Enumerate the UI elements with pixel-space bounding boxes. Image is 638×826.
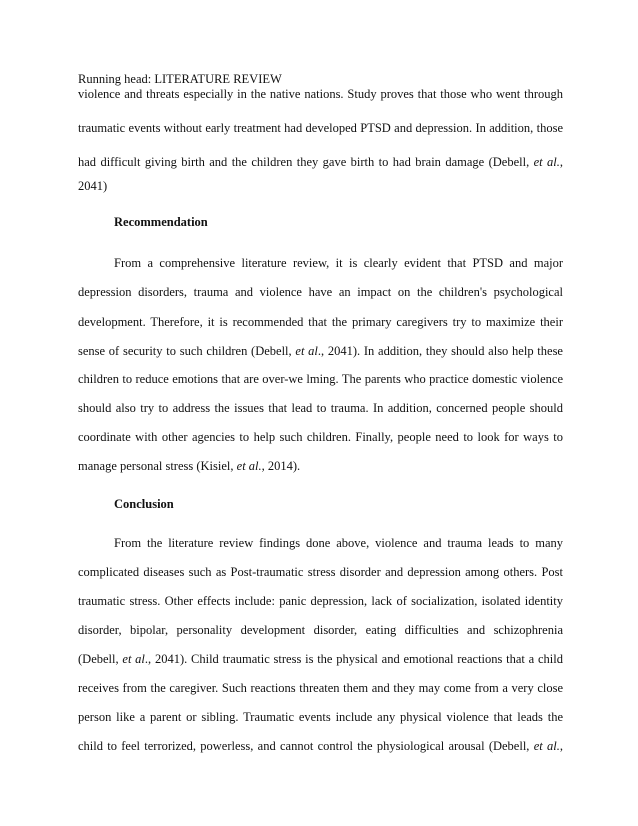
text-span: , (559, 155, 564, 169)
paragraph-line: traumatic stress. Other effects include: panic depression, lack of socialization, isolated identity (78, 594, 563, 608)
italic-citation: et al. (533, 155, 560, 169)
text-span: ., 2041). In addition, they should also help these (317, 344, 563, 358)
italic-citation: et al. (533, 739, 560, 753)
paragraph-line: traumatic events without early treatment had developed PTSD and depression. In addition, those (78, 121, 563, 135)
paragraph-line: 2041) (78, 179, 108, 193)
paragraph-line (78, 458, 563, 474)
text-span: had difficult giving birth and the children they gave birth to had brain damage (Debell, (78, 155, 530, 169)
paragraph-line: should also try to address the issues that lead to trauma. In addition, concerned people should (78, 401, 563, 415)
section-heading-recommendation: Recommendation (114, 215, 208, 229)
paragraph-line: coordinate with other agencies to help such children. Finally, people need to look for ways to (78, 430, 563, 444)
paragraph-line: children to reduce emotions that are over-we lming. The parents who practice domestic violence (78, 372, 563, 386)
paragraph-line (78, 343, 563, 359)
running-head: Running head: LITERATURE REVIEW (78, 72, 282, 86)
paragraph-line (78, 738, 563, 754)
paragraph-line: From the literature review findings done above, violence and trauma leads to many (114, 536, 563, 550)
paragraph-line: development. Therefore, it is recommended that the primary caregivers try to maximize their (78, 315, 563, 329)
italic-citation: et al (295, 344, 318, 358)
text-span: child to feel terrorized, powerless, and cannot control the physiological arousal (Debell, (78, 739, 530, 753)
paragraph-line: person like a parent or sibling. Traumatic events include any physical violence that leads the (78, 710, 563, 724)
text-span: , (559, 739, 563, 753)
paragraph-line (78, 154, 563, 170)
paragraph-line: From a comprehensive literature review, it is clearly evident that PTSD and major (114, 256, 563, 270)
paragraph-line (78, 651, 563, 667)
paragraph-line: complicated diseases such as Post-traumatic stress disorder and depression among others. Post (78, 565, 563, 579)
paragraph-line: violence and threats especially in the native nations. Study proves that those who went through (78, 87, 563, 101)
text-span: ., 2041). Child traumatic stress is the physical and emotional reactions that a child (144, 652, 563, 666)
text-span: sense of security to such children (Debell, (78, 344, 292, 358)
paragraph-line: receives from the caregiver. Such reactions threaten them and they may come from a very close (78, 681, 563, 695)
text-span: manage personal stress (Kisiel, (78, 459, 234, 473)
text-span: 2014). (267, 459, 301, 473)
italic-citation: et al (122, 652, 145, 666)
paragraph-line: disorder, bipolar, personality development disorder, eating difficulties and schizophrenia (78, 623, 563, 637)
section-heading-conclusion: Conclusion (114, 497, 174, 511)
paragraph-line: depression disorders, trauma and violence have an impact on the children's psychological (78, 285, 563, 299)
text-span: (Debell, (78, 652, 119, 666)
italic-citation: et al., (236, 459, 265, 473)
